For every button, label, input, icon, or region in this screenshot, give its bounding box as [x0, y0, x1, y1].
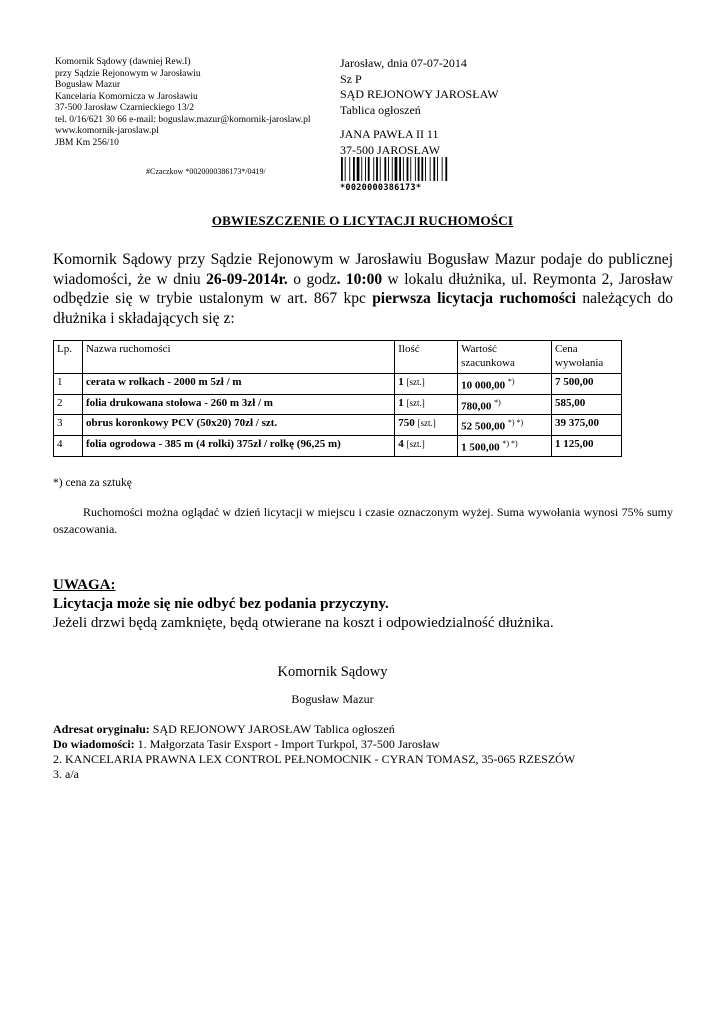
header-qty: Ilość [395, 341, 458, 374]
footnote: *) cena za sztukę [53, 477, 132, 489]
cell-price: 585,00 [552, 394, 622, 415]
viewing-paragraph: Ruchomości można oglądać w dzień licytacji w miejscu i czasie oznaczonym wyżej. Suma wywołania wynosi 75% sumy oszacowania. [53, 505, 673, 536]
sender-line: tel. 0/16/621 30 66 e-mail: boguslaw.mazur@komornik-jaroslaw.pl [55, 114, 311, 125]
value-amount: 780,00 [461, 400, 492, 413]
cc-addressee: 2. KANCELARIA PRAWNA LEX CONTROL PEŁNOMOCNIK - CYRAN TOMASZ, 35-065 RZESZÓW [53, 752, 576, 766]
cell-value [458, 415, 552, 436]
cell-qty [395, 415, 458, 436]
barcode-bar [353, 157, 355, 181]
value-amount: 1 500,00 [461, 441, 500, 454]
cell-value [458, 374, 552, 395]
value-amount: 10 000,00 [461, 379, 506, 392]
cell-price: 39 375,00 [552, 415, 622, 436]
barcode-bar [415, 157, 416, 181]
items-table [53, 340, 622, 457]
header-value-line: Wartość [461, 343, 497, 355]
barcode-bar [392, 157, 393, 181]
qty-unit: [szt.] [417, 418, 436, 429]
qty-value: 4 [398, 437, 404, 450]
cell-price: 1 125,00 [552, 435, 622, 456]
addressee-value: SĄD REJONOWY JAROSŁAW Tablica ogłoszeń [149, 722, 395, 736]
intro-text: o godz [287, 270, 337, 288]
signature-name: Bogusław Mazur [291, 692, 374, 706]
cell-qty [395, 394, 458, 415]
header-name: Nazwa ruchomości [82, 341, 394, 374]
sender-block [55, 57, 335, 149]
cc-addressee: 3. a/a [53, 767, 79, 781]
table-row [54, 394, 622, 415]
barcode-bar [345, 157, 346, 181]
intro-text: Komornik Sądowy przy Sądzie Rejonowym w Jarosławiu Bogusław Mazur podaje do publicznej wiadomości, że w dniu [53, 251, 673, 288]
barcode-bar [395, 157, 398, 181]
warning-line: Jeżeli drzwi będą zamknięte, będą otwierane na koszt i odpowiedzialność dłużnika. [53, 615, 554, 631]
barcode-bar [365, 157, 366, 181]
recipient-ref: Sz P [340, 71, 362, 86]
barcode-bar [376, 157, 378, 181]
signature-title: Komornik Sądowy [277, 664, 388, 680]
recipient-street: JANA PAWŁA II 11 [340, 127, 439, 141]
footnote-mark: *) [507, 377, 515, 386]
qty-unit: [szt.] [406, 397, 425, 408]
qty-value: 1 [398, 396, 404, 409]
date-line: Jarosław, dnia 07-07-2014 [340, 56, 467, 70]
table-row [54, 435, 622, 456]
barcode-bar [341, 157, 343, 181]
cell-lp: 1 [54, 374, 83, 395]
barcode-bar [430, 157, 431, 181]
addressee-label: Do wiadomości: [53, 737, 135, 751]
barcode-bar [380, 157, 381, 181]
addressee-value: 1. Małgorzata Tasir Exsport - Import Turkpol, 37-500 Jarosław [134, 737, 440, 751]
cell-qty [395, 374, 458, 395]
auction-time: . 10:00 [336, 270, 383, 288]
barcode-bar [437, 157, 438, 181]
barcode-bars [340, 157, 450, 181]
barcode-bar [357, 157, 360, 181]
barcode-bar [368, 157, 370, 181]
table-row [54, 374, 622, 395]
sender-line: Kancelaria Komornicza w Jarosławiu [55, 91, 198, 102]
auction-date: 26-09-2014r. [206, 270, 288, 288]
barcode-bar [425, 157, 426, 181]
qty-unit: [szt.] [406, 438, 425, 449]
cell-value [458, 435, 552, 456]
sender-line: przy Sądzie Rejonowym w Jarosławiu [55, 68, 201, 79]
header-price-line: wywołania [555, 357, 604, 369]
barcode-bar [373, 157, 374, 181]
reference-code: #Czaczkow *0020000386173*/0419/ [146, 167, 266, 176]
barcode-bar [403, 157, 404, 181]
sender-line: 37-500 Jarosław Czarnieckiego 13/2 [55, 103, 195, 113]
cell-price: 7 500,00 [552, 374, 622, 395]
warning-heading: UWAGA: [53, 577, 116, 593]
barcode-bar [384, 157, 386, 181]
addressees-block [53, 722, 693, 782]
intro-text: w lokalu dłużnika, ul. Reymonta 2, Jarosław odbędzie się w trybie ustalonym w art. 867 kpc [53, 270, 673, 307]
document-title: OBWIESZCZENIE O LICYTACJI RUCHOMOŚCI [211, 213, 514, 228]
cell-lp: 3 [54, 415, 83, 436]
barcode-bar [399, 157, 401, 181]
cell-value [458, 394, 552, 415]
header-value-line: szacunkowa [461, 357, 515, 369]
footnote-mark: *) *) [507, 418, 524, 428]
header-price [552, 341, 622, 374]
qty-value: 1 [398, 376, 404, 388]
barcode-bar [442, 157, 443, 181]
barcode [340, 157, 450, 191]
barcode-bar [361, 157, 362, 181]
cell-name: folia drukowana stołowa - 260 m 3zł / m [82, 394, 394, 415]
header-lp: Lp. [54, 341, 83, 374]
cell-name: folia ogrodowa - 385 m (4 rolki) 375zł / rolkę (96,25 m) [82, 435, 394, 456]
barcode-bar [410, 157, 411, 181]
value-amount: 52 500,00 [461, 420, 506, 433]
recipient-block [340, 56, 600, 158]
cell-name: obrus koronkowy PCV (50x20) 70zł / szt. [82, 415, 394, 436]
auction-type: pierwsza licytacja ruchomości [372, 290, 576, 307]
header-value [458, 341, 552, 374]
barcode-text: *0020000386173* [340, 183, 422, 193]
sender-line: Komornik Sądowy (dawniej Rew.I) [55, 57, 191, 67]
recipient-board: Tablica ogłoszeń [340, 102, 421, 117]
barcode-bar [418, 157, 420, 181]
recipient-name: SĄD REJONOWY JAROSŁAW [340, 87, 499, 101]
barcode-bar [349, 157, 350, 181]
cell-name: cerata w rolkach - 2000 m 5zł / m [82, 374, 394, 395]
addressee-label: Adresat oryginału: [53, 722, 150, 736]
qty-unit: [szt.] [406, 377, 425, 387]
intro-text: należących do dłużnika i składających się z: [53, 290, 673, 327]
intro-paragraph [53, 250, 673, 328]
sender-line: Bogusław Mazur [55, 80, 121, 90]
cell-lp: 2 [54, 394, 83, 415]
recipient-city: 37-500 JAROSŁAW [340, 142, 441, 157]
warning-line: Licytacja może się nie odbyć bez podania przyczyny. [53, 596, 389, 612]
sender-line: JBM Km 256/10 [55, 137, 119, 148]
sender-line: www.komornik-jaroslaw.pl [55, 126, 159, 136]
table-header-row [54, 341, 622, 374]
barcode-bar [388, 157, 389, 181]
footnote-mark: *) [494, 397, 501, 407]
barcode-bar [407, 157, 409, 181]
table-row [54, 415, 622, 436]
cell-qty [395, 435, 458, 456]
original-addressee [53, 722, 693, 737]
barcode-bar [445, 157, 447, 181]
warning-block [53, 576, 693, 633]
qty-value: 750 [398, 417, 415, 430]
cc-addressee [53, 737, 693, 752]
header-price-line: Cena [555, 343, 578, 355]
footnote-mark: *) *) [502, 438, 518, 448]
barcode-bar [433, 157, 435, 181]
barcode-bar [421, 157, 423, 181]
cell-lp: 4 [54, 435, 83, 456]
